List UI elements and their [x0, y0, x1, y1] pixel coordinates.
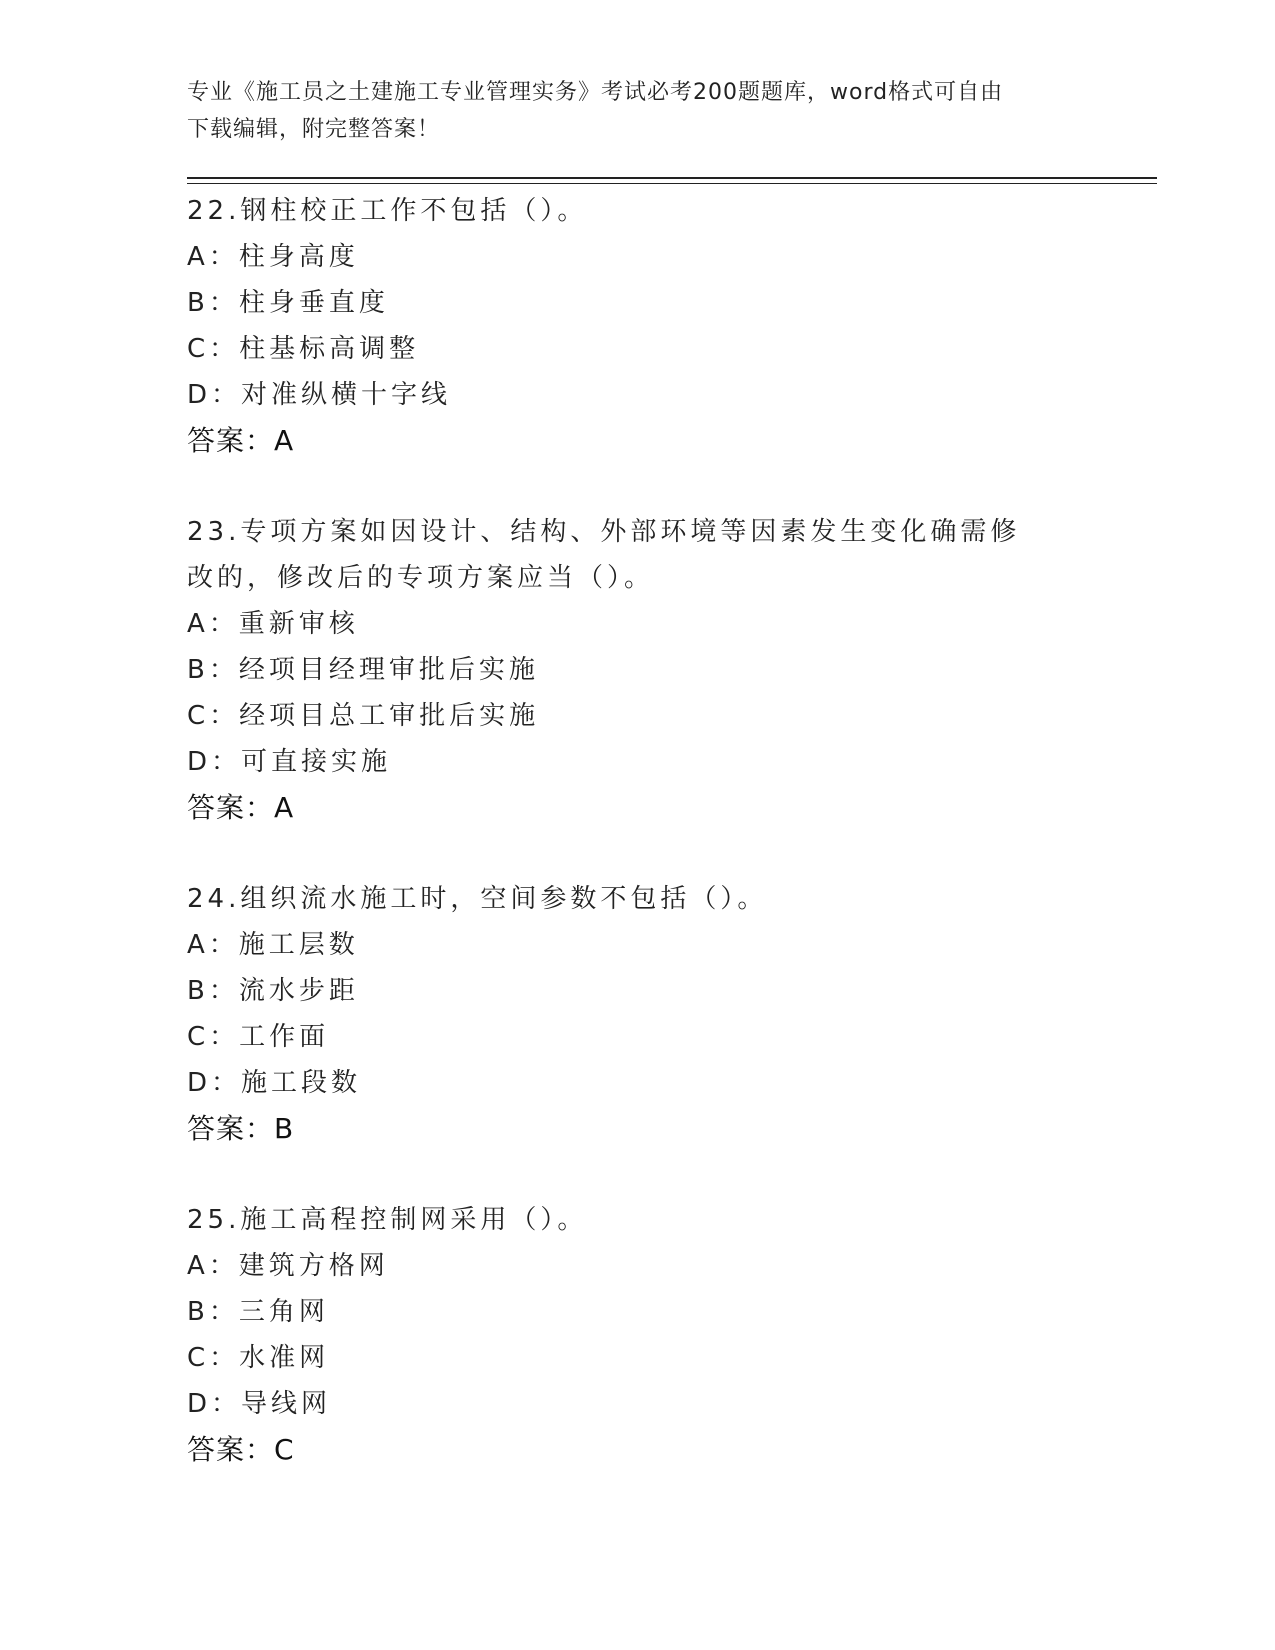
option-d: D：导线网 [187, 1389, 332, 1419]
option-d: D：施工段数 [187, 1068, 362, 1098]
option-d: D：可直接实施 [187, 747, 392, 777]
option-a: A：重新审核 [187, 609, 359, 639]
option-c: C：经项目总工审批后实施 [187, 701, 540, 731]
answer-label: 答案：A [187, 424, 295, 457]
spacer [187, 1152, 1087, 1197]
answer-label: 答案：B [187, 1112, 295, 1145]
option-d: D：对准纵横十字线 [187, 380, 452, 410]
header-divider-thick [187, 177, 1157, 179]
question-stem: 22.钢柱校正工作不包括（）。 [187, 196, 588, 226]
header-line-1: 专业《施工员之土建施工专业管理实务》考试必考200题题库，word格式可自由 [187, 80, 1004, 105]
question-stem: 25.施工高程控制网采用（）。 [187, 1205, 588, 1235]
question-25 [187, 1197, 1087, 1473]
question-24 [187, 876, 1087, 1152]
option-b: B：三角网 [187, 1297, 329, 1327]
option-b: B：流水步距 [187, 976, 359, 1006]
option-a: A：施工层数 [187, 930, 359, 960]
question-22 [187, 188, 1087, 464]
question-list [187, 188, 1087, 1473]
spacer [187, 464, 1087, 509]
option-b: B：柱身垂直度 [187, 288, 389, 318]
header-divider-thin [187, 183, 1157, 184]
question-23 [187, 509, 1087, 831]
question-stem: 23.专项方案如因设计、结构、外部环境等因素发生变化确需修改的，修改后的专项方案应当（）。 [187, 517, 1021, 593]
option-c: C：水准网 [187, 1343, 330, 1373]
answer-label: 答案：A [187, 791, 295, 824]
question-stem: 24.组织流水施工时，空间参数不包括（）。 [187, 884, 768, 914]
option-b: B：经项目经理审批后实施 [187, 655, 539, 685]
spacer [187, 831, 1087, 876]
option-c: C：柱基标高调整 [187, 334, 420, 364]
header-line-2: 下载编辑，附完整答案！ [187, 117, 441, 142]
option-a: A：建筑方格网 [187, 1251, 389, 1281]
option-c: C：工作面 [187, 1022, 330, 1052]
answer-label: 答案：C [187, 1433, 295, 1466]
document-header [187, 74, 1067, 148]
option-a: A：柱身高度 [187, 242, 359, 272]
